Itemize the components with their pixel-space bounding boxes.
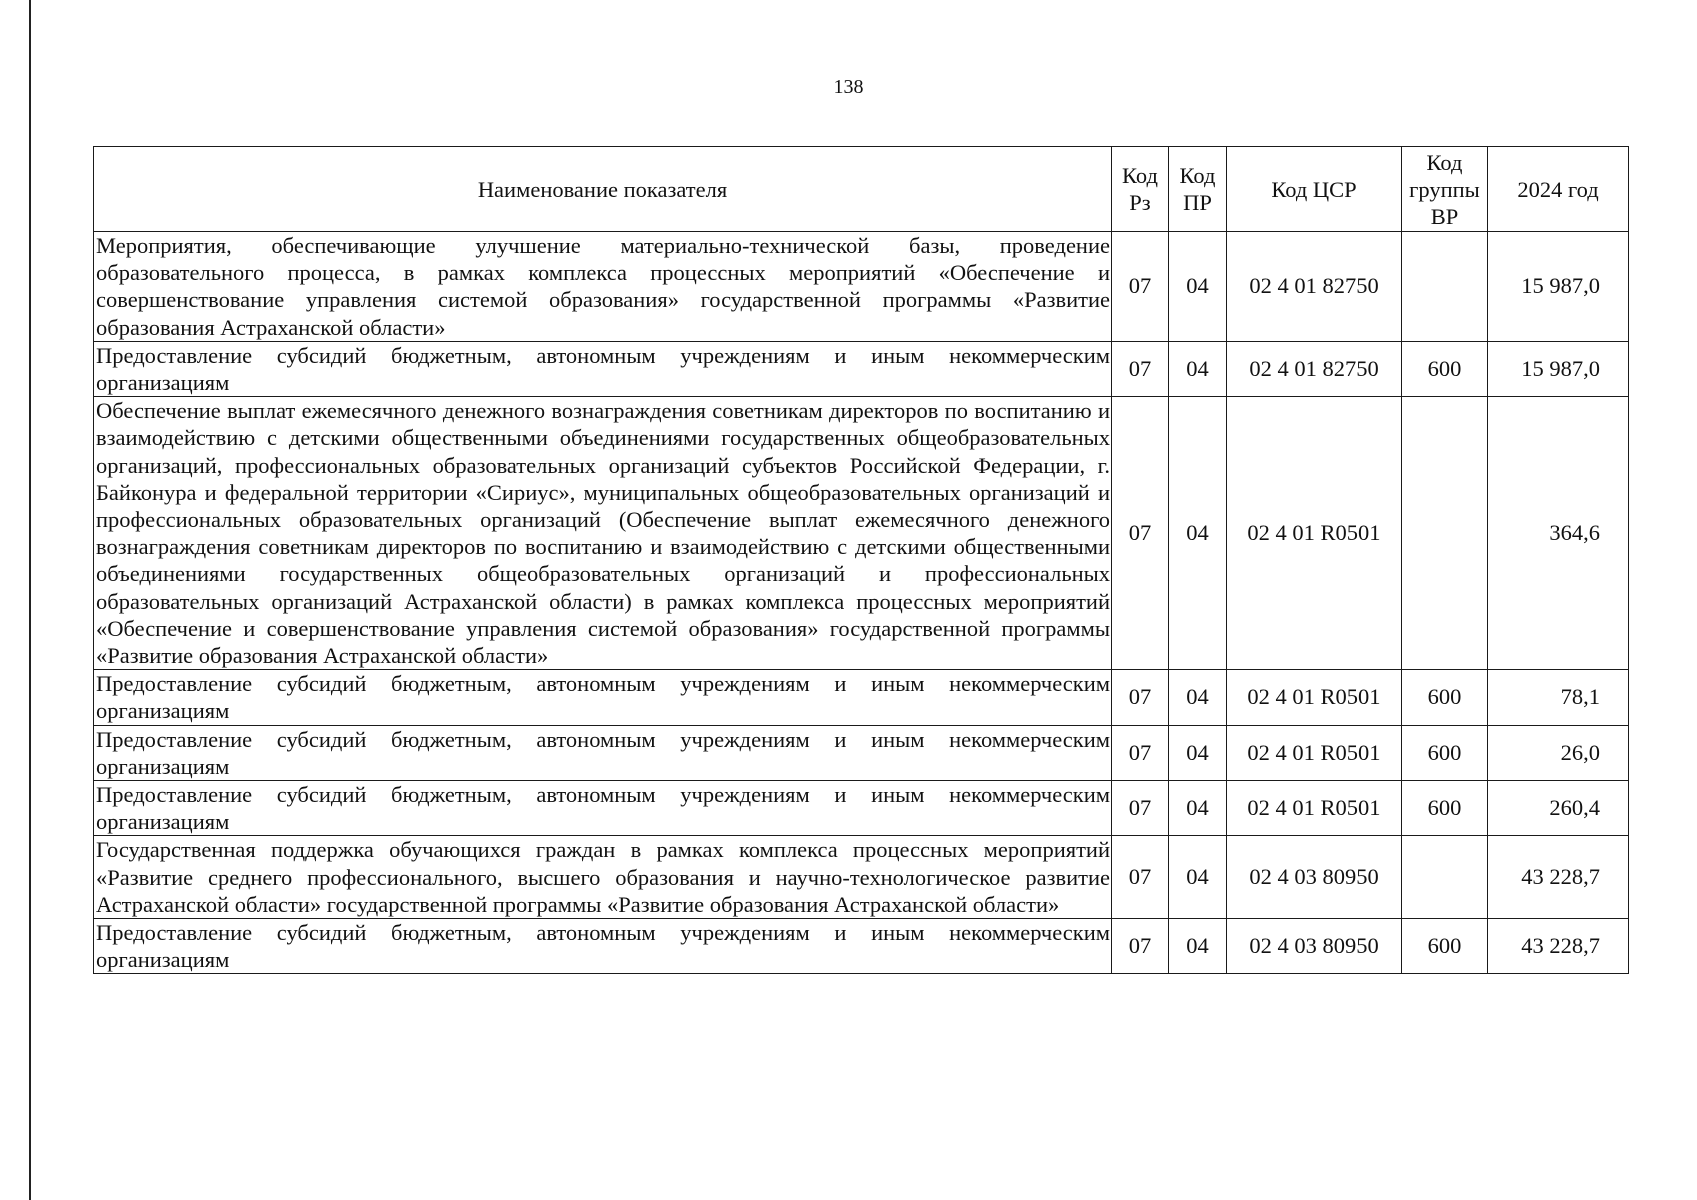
row-vr: [1402, 232, 1488, 342]
row-rz: 07: [1112, 781, 1169, 836]
row-pr: 04: [1169, 725, 1227, 780]
row-name-text: Обеспечение выплат ежемесячного денежного вознаграждения советникам директоров по воспитанию и взаимодействию с детскими общественными объединениями государственных общеобразовательных организаций, профессиональных образовательных организаций субъектов Российской Федерации, г. Байконура и федеральной территории «Сириус», муниципальных общеобразовательных организаций и профессиональных образовательных организаций (Обеспечение выплат ежемесячного денежного вознаграждения советникам директоров по воспитанию и взаимодействию с детскими общественными объединениями государственных общеобразовательных организаций и профессиональных образовательных организаций Астраханской области) в рамках комплекса процессных мероприятий «Обеспечение и совершенствование управления системой образования» государственной программы «Развитие образования Астраханской области»: [96, 398, 1110, 669]
row-csr: 02 4 03 80950: [1227, 919, 1402, 974]
row-pr: 04: [1169, 670, 1227, 725]
page-number: 138: [833, 76, 864, 98]
row-name: [94, 232, 1112, 342]
row-amount: 26,0: [1488, 725, 1629, 780]
budget-table: [93, 146, 1629, 974]
row-name: [94, 781, 1112, 836]
table-row: [94, 341, 1629, 396]
row-name: [94, 919, 1112, 974]
row-amount: 43 228,7: [1488, 919, 1629, 974]
table-header-row: [94, 147, 1629, 232]
header-year: 2024 год: [1488, 147, 1629, 232]
row-amount: 43 228,7: [1488, 836, 1629, 919]
table-row: [94, 397, 1629, 670]
row-amount: 78,1: [1488, 670, 1629, 725]
row-name: [94, 836, 1112, 919]
row-csr: 02 4 01 R0501: [1227, 670, 1402, 725]
row-rz: 07: [1112, 919, 1169, 974]
row-pr: 04: [1169, 919, 1227, 974]
table-body: [94, 232, 1629, 974]
row-vr: 600: [1402, 781, 1488, 836]
header-pr: [1169, 147, 1227, 232]
row-csr: 02 4 01 82750: [1227, 232, 1402, 342]
row-vr: [1402, 397, 1488, 670]
row-amount: 15 987,0: [1488, 341, 1629, 396]
row-rz: 07: [1112, 397, 1169, 670]
row-csr: 02 4 01 R0501: [1227, 397, 1402, 670]
row-pr: 04: [1169, 232, 1227, 342]
row-name-text: Предоставление субсидий бюджетным, автономным учреждениям и иным некоммерческим организациям: [96, 342, 1110, 396]
row-pr: 04: [1169, 781, 1227, 836]
row-csr: 02 4 01 R0501: [1227, 725, 1402, 780]
row-name-text: Предоставление субсидий бюджетным, автономным учреждениям и иным некоммерческим организациям: [96, 920, 1110, 973]
row-name: [94, 341, 1112, 396]
table-row: [94, 232, 1629, 342]
row-pr: 04: [1169, 836, 1227, 919]
row-name-text: Предоставление субсидий бюджетным, автономным учреждениям и иным некоммерческим организациям: [96, 782, 1110, 835]
header-rz-label: Код Рз: [1122, 163, 1158, 215]
row-name-text: Государственная поддержка обучающихся граждан в рамках комплекса процессных мероприятий «Развитие среднего профессионального, высшего образования и научно-технологическое развитие Астраханской области» государственной программы «Развитие образования Астраханской области»: [96, 837, 1110, 917]
row-pr: 04: [1169, 341, 1227, 396]
table-row: [94, 725, 1629, 780]
row-amount: 260,4: [1488, 781, 1629, 836]
row-amount: 364,6: [1488, 397, 1629, 670]
table-row: [94, 919, 1629, 974]
row-rz: 07: [1112, 341, 1169, 396]
row-pr: 04: [1169, 397, 1227, 670]
row-name-text: Мероприятия, обеспечивающие улучшение материально-технической базы, проведение образовательного процесса, в рамках комплекса процессных мероприятий «Обеспечение и совершенствование управления системой образования» государственной программы «Развитие образования Астраханской области»: [96, 233, 1110, 340]
row-name-text: Предоставление субсидий бюджетным, автономным учреждениям и иным некоммерческим организациям: [96, 671, 1110, 724]
row-csr: 02 4 01 82750: [1227, 341, 1402, 396]
row-name-text: Предоставление субсидий бюджетным, автономным учреждениям и иным некоммерческим организациям: [96, 726, 1110, 779]
binding-margin-line: [29, 0, 31, 1200]
row-vr: 600: [1402, 341, 1488, 396]
header-name: Наименование показателя: [94, 147, 1112, 232]
header-pr-label: Код ПР: [1179, 163, 1216, 215]
table-row: [94, 836, 1629, 919]
header-csr: Код ЦСР: [1227, 147, 1402, 232]
row-rz: 07: [1112, 836, 1169, 919]
row-vr: [1402, 836, 1488, 919]
table-row: [94, 781, 1629, 836]
row-csr: 02 4 03 80950: [1227, 836, 1402, 919]
table-row: [94, 670, 1629, 725]
row-rz: 07: [1112, 725, 1169, 780]
row-vr: 600: [1402, 670, 1488, 725]
row-name: [94, 670, 1112, 725]
row-rz: 07: [1112, 232, 1169, 342]
row-name: [94, 397, 1112, 670]
row-name: [94, 725, 1112, 780]
row-rz: 07: [1112, 670, 1169, 725]
row-amount: 15 987,0: [1488, 232, 1629, 342]
row-csr: 02 4 01 R0501: [1227, 781, 1402, 836]
header-vr: [1402, 147, 1488, 232]
header-rz: [1112, 147, 1169, 232]
header-vr-label: Код группы ВР: [1409, 149, 1480, 229]
row-vr: 600: [1402, 919, 1488, 974]
row-vr: 600: [1402, 725, 1488, 780]
